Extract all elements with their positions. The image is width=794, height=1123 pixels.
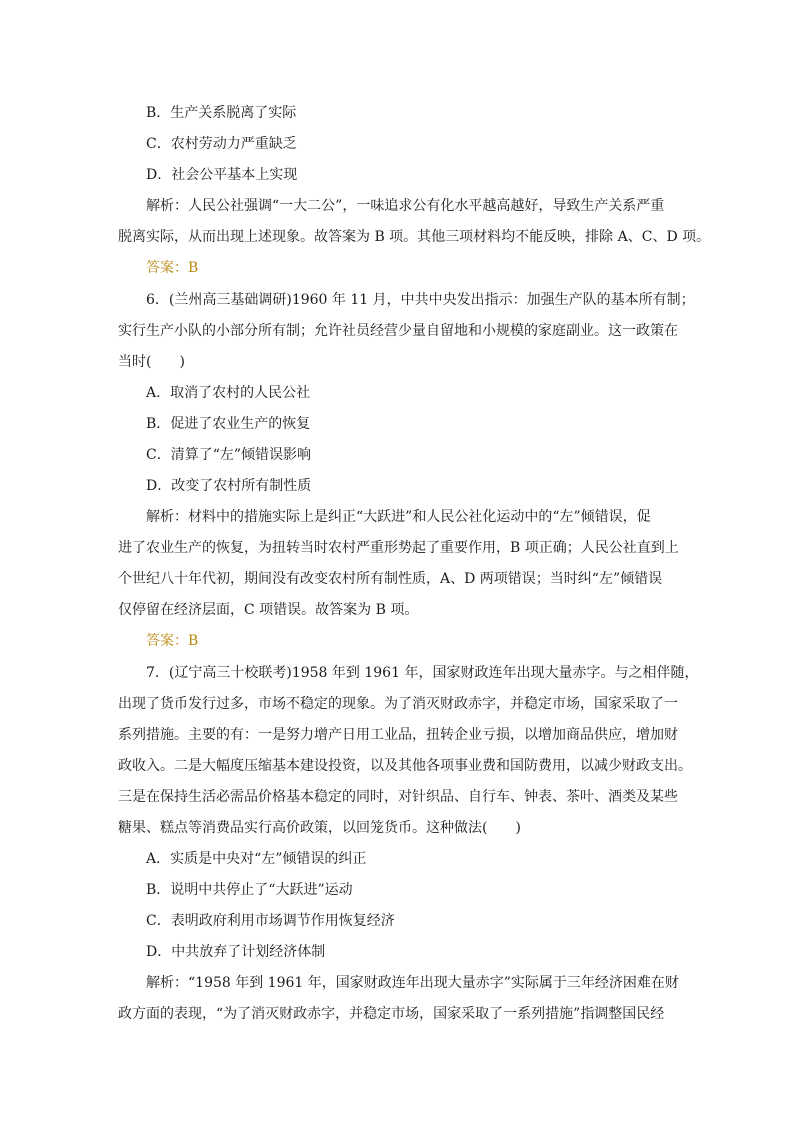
q7-analysis-line-2: 政方面的表现，“为了消灭财政赤字，并稳定市场，国家采取了一系列措施”指调整国民经 — [118, 1006, 665, 1022]
q5-option-d: D．社会公平基本上实现 — [146, 167, 298, 183]
q6-option-d: D．改变了农村所有制性质 — [146, 478, 312, 494]
q6-stem-line-3: 当时( ) — [118, 354, 185, 370]
q7-stem-line-2: 出现了货币发行过多，市场不稳定的现象。为了消灭财政赤字，并稳定市场，国家采取了一 — [118, 696, 678, 712]
q6-option-b: B．促进了农业生产的恢复 — [146, 416, 311, 432]
q7-stem-line-5: 三是在保持生活必需品价格基本稳定的同时，对针织品、自行车、钟表、茶叶、酒类及某些 — [118, 789, 678, 805]
q7-stem-line-1: 7．(辽宁高三十校联考)1958 年到 1961 年，国家财政连年出现大量赤字。与之相伴随， — [146, 665, 699, 681]
q7-analysis-line-1: 解析：“1958 年到 1961 年，国家财政连年出现大量赤字”实际属于三年经济困难在财 — [146, 975, 679, 991]
q7-stem-line-4: 政收入。二是大幅度压缩基本建设投资，以及其他各项事业费和国防费用，以减少财政支出。 — [118, 758, 692, 774]
q7-stem-line-3: 系列措施。主要的有：一是努力增产日用工业品，扭转企业亏损，以增加商品供应，增加财 — [118, 727, 678, 743]
q6-answer: 答案：B — [146, 633, 199, 649]
q6-option-c: C．清算了“左”倾错误影响 — [146, 447, 312, 463]
q7-option-c: C．表明政府利用市场调节作用恢复经济 — [146, 913, 395, 929]
q5-analysis-line-2: 脱离实际，从而出现上述现象。故答案为 B 项。其他三项材料均不能反映，排除 A、C、D 项。 — [118, 229, 711, 245]
q6-analysis-line-4: 仅停留在经济层面，C 项错误。故答案为 B 项。 — [118, 602, 419, 618]
q5-analysis-line-1: 解析：人民公社强调“一大二公”，一味追求公有化水平越高越好，导致生产关系严重 — [146, 198, 665, 214]
q6-stem-line-2: 实行生产小队的小部分所有制；允许社员经营少量自留地和小规模的家庭副业。这一政策在 — [118, 323, 678, 339]
q6-analysis-line-3: 个世纪八十年代初，期间没有改变农村所有制性质，A、D 两项错误；当时纠“左”倾错误 — [118, 571, 663, 587]
q5-option-b: B．生产关系脱离了实际 — [146, 105, 297, 121]
q6-option-a: A．取消了农村的人民公社 — [146, 385, 311, 401]
q5-option-c: C．农村劳动力严重缺乏 — [146, 136, 297, 152]
q7-stem-line-6: 糖果、糕点等消费品实行高价政策，以回笼货币。这种做法( ) — [118, 820, 521, 836]
q7-option-a: A．实质是中央对“左”倾错误的纠正 — [146, 851, 367, 867]
q6-analysis-line-1: 解析：材料中的措施实际上是纠正“大跃进”和人民公社化运动中的“左”倾错误，促 — [146, 509, 651, 525]
q6-analysis-line-2: 进了农业生产的恢复，为扭转当时农村严重形势起了重要作用，B 项正确；人民公社直到上 — [118, 540, 679, 556]
q6-stem-line-1: 6．(兰州高三基础调研)1960 年 11 月，中共中央发出指示：加强生产队的基本所有制； — [146, 292, 695, 308]
q7-option-d: D．中共放弃了计划经济体制 — [146, 944, 326, 960]
q5-answer: 答案：B — [146, 260, 199, 276]
q7-option-b: B．说明中共停止了“大跃进”运动 — [146, 882, 353, 898]
